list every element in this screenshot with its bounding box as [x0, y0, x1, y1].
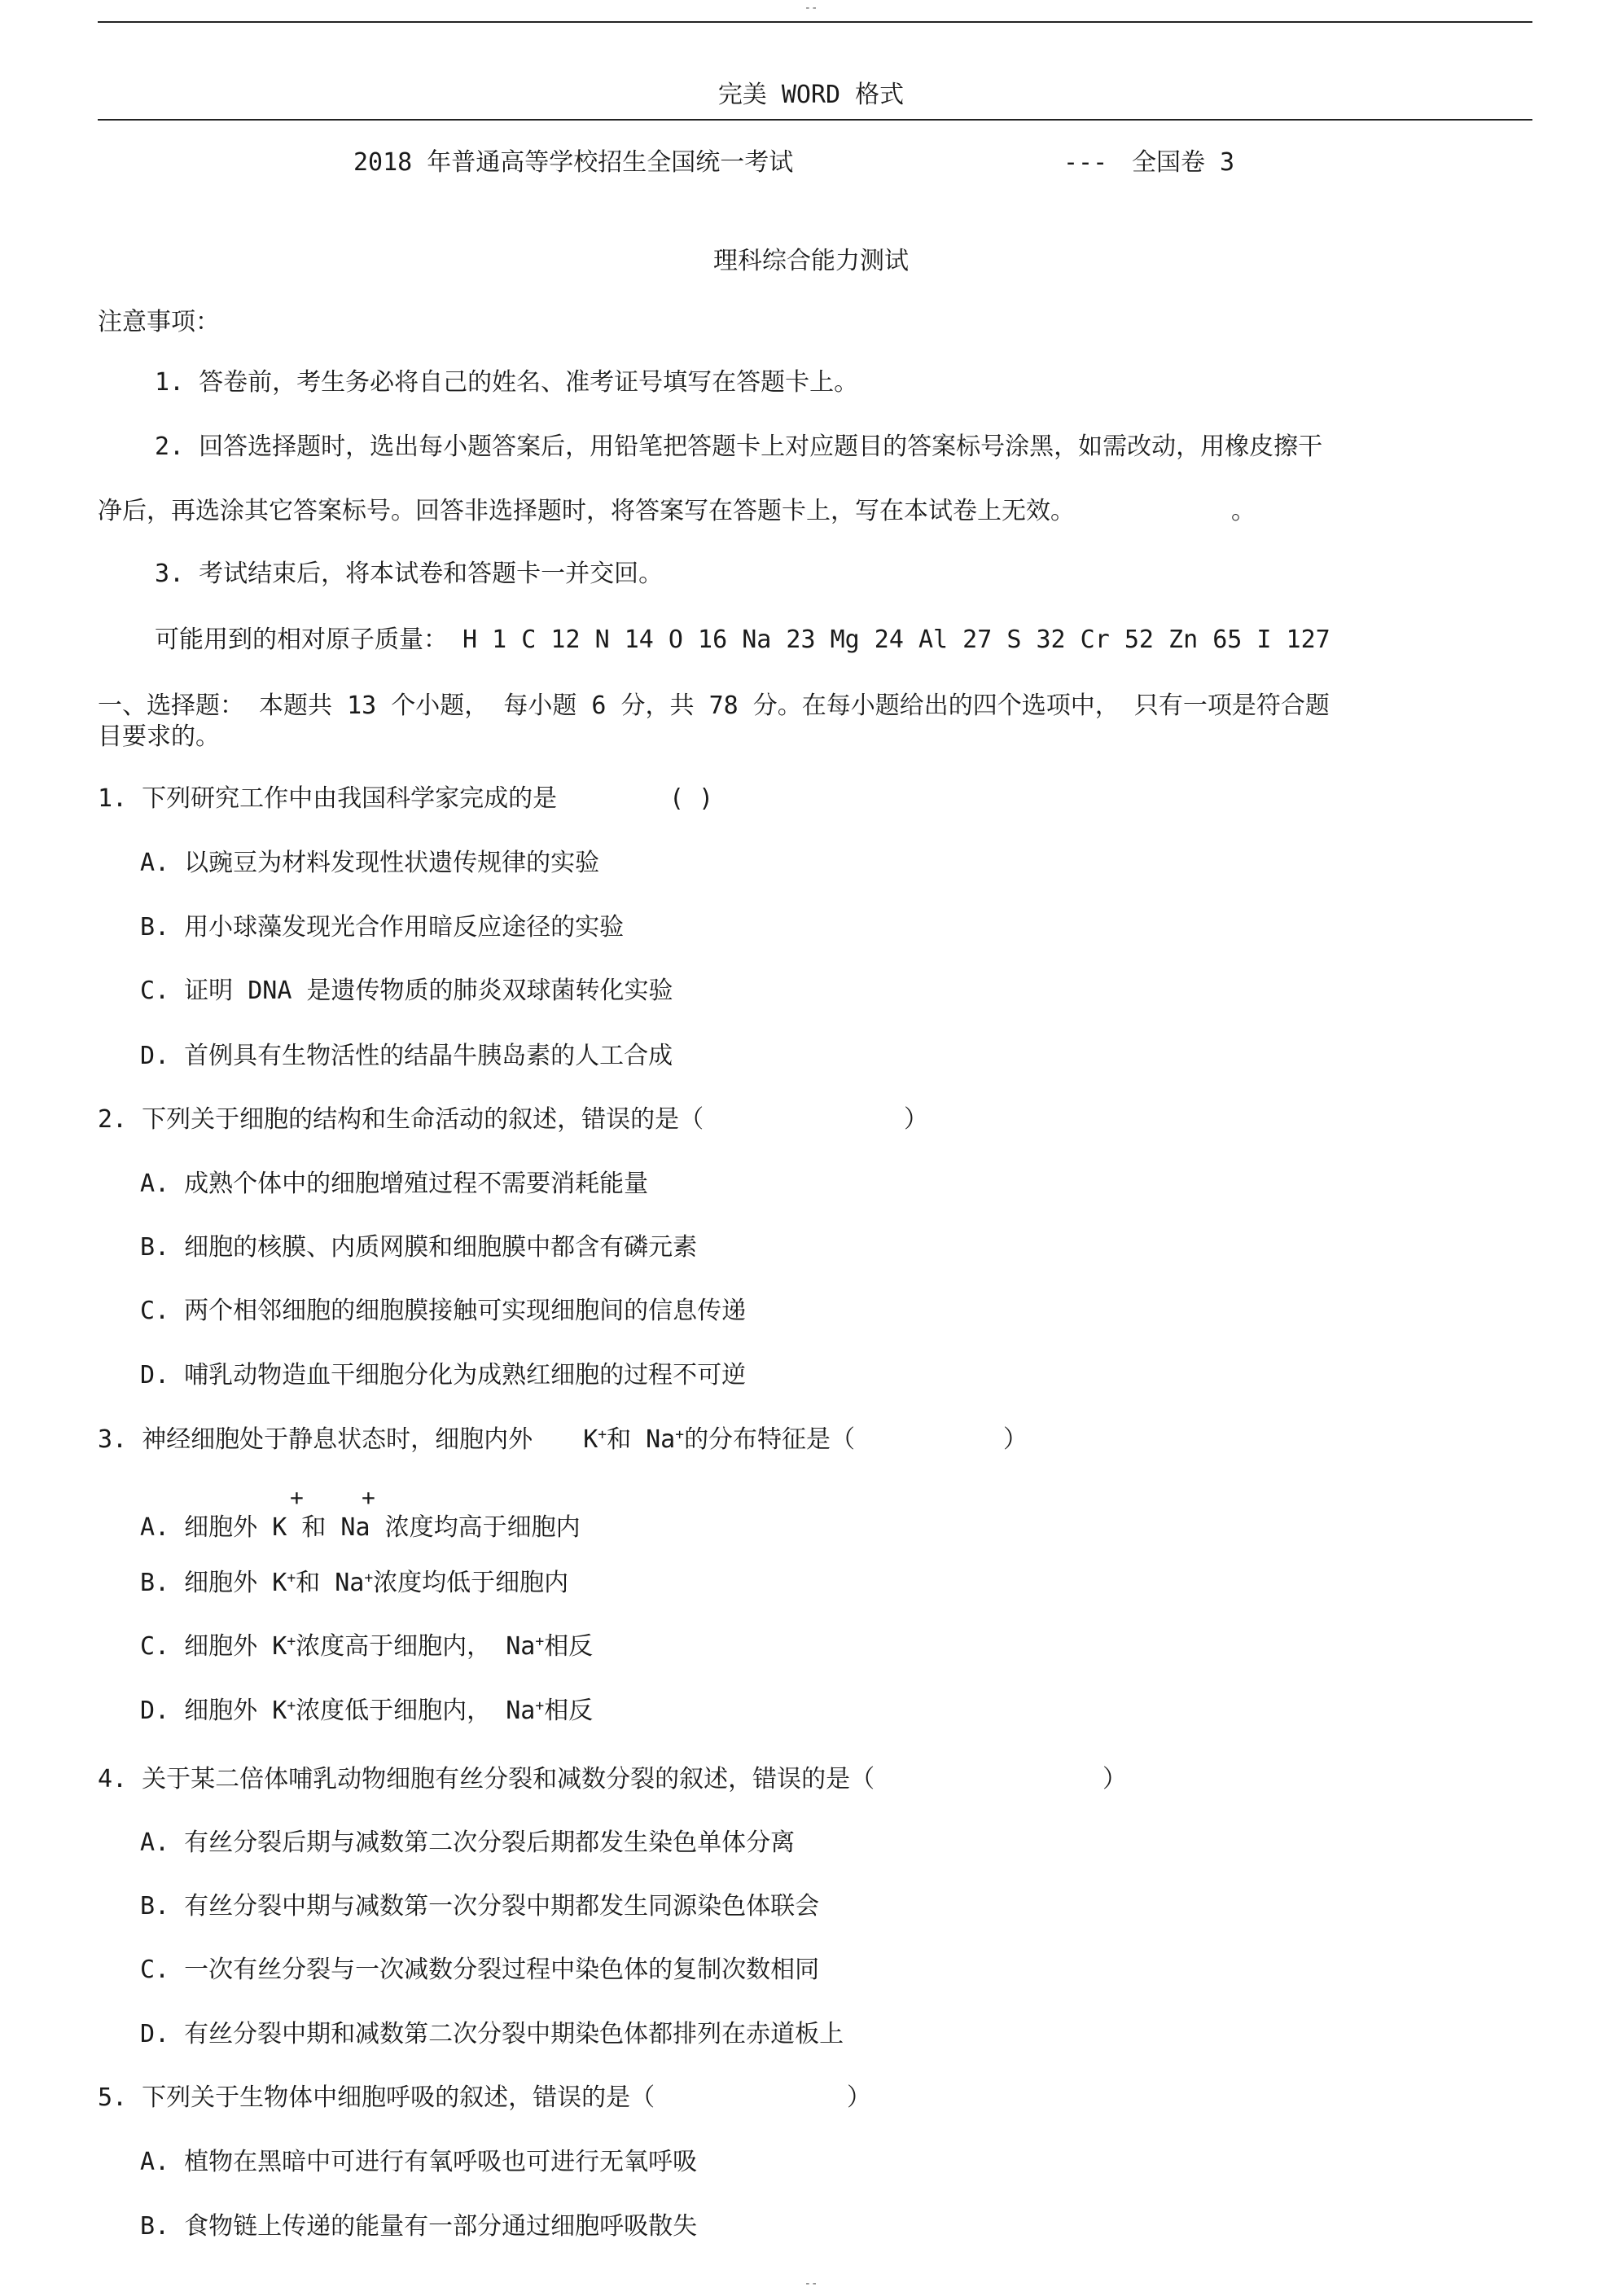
na-ion-charge: +: [675, 1426, 685, 1443]
option-c-middle: 浓度高于细胞内，: [296, 1632, 492, 1661]
question-2-option-b: B. 细胞的核膜、内质网膜和细胞膜中都含有磷元素: [140, 1233, 698, 1262]
question-3-stem-end: 的分布特征是（: [684, 1425, 856, 1454]
notice-item-3: 3. 考试结束后，将本试卷和答题卡一并交回。: [155, 560, 664, 588]
question-1-option-b: B. 用小球藻发现光合作用暗反应途径的实验: [140, 913, 625, 942]
notice-heading: 注意事项：: [98, 308, 220, 336]
option-d-na-charge: +: [535, 1697, 545, 1714]
question-3-answer-blank: ）: [1003, 1425, 1028, 1454]
option-c-suffix: 相反: [544, 1632, 594, 1661]
question-3-and: 和: [607, 1425, 632, 1454]
notice-item-2-cont: 净后，再选涂其它答案标号。回答非选择题时，将答案写在答题卡上，写在本试卷上无效。: [98, 497, 1075, 525]
question-2-stem: 2. 下列关于细胞的结构和生命活动的叙述，错误的是（: [98, 1105, 704, 1134]
question-1-option-c: C. 证明 DNA 是遗传物质的肺炎双球菌转化实验: [140, 977, 673, 1005]
question-1-option-a: A. 以豌豆为材料发现性状遗传规律的实验: [140, 849, 600, 877]
section-heading: 一、选择题： 本题共 13 个小题， 每小题 6 分，共 78 分。在每小题给出的四个选项中， 只有一项是符合题: [98, 691, 1330, 720]
option-a-na-charge: +: [362, 1484, 375, 1511]
option-d-k-charge: +: [287, 1697, 296, 1714]
option-b-and: 和: [296, 1569, 321, 1597]
top-page-mark: --: [804, 2, 818, 15]
question-2-option-c: C. 两个相邻细胞的细胞膜接触可实现细胞间的信息传递: [140, 1297, 747, 1325]
question-3-stem-start: 3. 神经细胞处于静息状态时，细胞内外: [98, 1425, 533, 1454]
section-heading-cont: 目要求的。: [98, 722, 220, 751]
question-4-answer-blank: ）: [1103, 1765, 1127, 1793]
notice-item-2: 2. 回答选择题时，选出每小题答案后，用铅笔把答题卡上对应题目的答案标号涂黑，如需改动，用橡皮擦干: [155, 432, 1323, 461]
question-3-option-b: [140, 1571, 568, 1596]
question-1-answer-blank: ( ): [669, 784, 714, 813]
option-c-na: Na: [506, 1632, 536, 1661]
title-dash: ---: [1063, 148, 1108, 177]
exam-title: 2018 年普通高等学校招生全国统一考试: [353, 148, 794, 177]
option-d-middle: 浓度低于细胞内，: [296, 1697, 492, 1725]
option-c-na-charge: +: [535, 1633, 545, 1650]
question-3-option-a: A. 细胞外 K 和 Na 浓度均高于细胞内: [140, 1513, 581, 1542]
question-4-option-b: B. 有丝分裂中期与减数第一次分裂中期都发生同源染色体联会: [140, 1892, 820, 1921]
option-a-k-charge: +: [290, 1484, 304, 1511]
top-rule: [98, 21, 1532, 23]
option-c-k: K: [272, 1632, 287, 1661]
question-4-option-d: D. 有丝分裂中期和减数第二次分裂中期染色体都排列在赤道板上: [140, 2020, 844, 2048]
option-d-k: K: [272, 1697, 287, 1725]
option-d-suffix: 相反: [544, 1697, 594, 1725]
k-ion-charge: +: [598, 1426, 607, 1443]
question-3-option-d: [140, 1699, 593, 1723]
question-1-stem: 1. 下列研究工作中由我国科学家完成的是: [98, 784, 558, 813]
option-d-na: Na: [506, 1697, 536, 1725]
na-ion: Na: [646, 1425, 676, 1454]
question-2-option-d: D. 哺乳动物造血干细胞分化为成熟红细胞的过程不可逆: [140, 1361, 747, 1389]
bottom-page-mark: --: [804, 2277, 818, 2290]
question-5-answer-blank: ）: [847, 2083, 871, 2112]
option-b-na: Na: [335, 1569, 365, 1597]
exam-volume: 全国卷 3: [1132, 148, 1235, 177]
question-2-option-a: A. 成熟个体中的细胞增殖过程不需要消耗能量: [140, 1170, 649, 1198]
format-label: 完美 WORD 格式: [717, 81, 905, 109]
header-rule: [98, 119, 1532, 121]
question-5-option-a: A. 植物在黑暗中可进行有氧呼吸也可进行无氧呼吸: [140, 2148, 698, 2176]
question-2-answer-blank: ）: [904, 1105, 928, 1134]
question-5-option-b: B. 食物链上传递的能量有一部分通过细胞呼吸散失: [140, 2212, 698, 2241]
option-b-k-charge: +: [287, 1569, 296, 1587]
question-4-option-a: A. 有丝分裂后期与减数第二次分裂后期都发生染色单体分离: [140, 1828, 796, 1857]
question-3-stem: [98, 1425, 856, 1454]
question-4-option-c: C. 一次有丝分裂与一次减数分裂过程中染色体的复制次数相同: [140, 1956, 820, 1984]
question-5-stem: 5. 下列关于生物体中细胞呼吸的叙述，错误的是（: [98, 2083, 655, 2112]
option-b-na-charge: +: [364, 1569, 374, 1587]
notice-item-2-end: 。: [1231, 497, 1256, 525]
option-c-prefix: C. 细胞外: [140, 1632, 258, 1661]
subject-title: 理科综合能力测试: [713, 247, 909, 275]
notice-item-1: 1. 答卷前，考生务必将自己的姓名、准考证号填写在答题卡上。: [155, 368, 859, 397]
question-4-stem: 4. 关于某二倍体哺乳动物细胞有丝分裂和减数分裂的叙述，错误的是（: [98, 1765, 875, 1793]
atomic-mass-line: 可能用到的相对原子质量： H 1 C 12 N 14 O 16 Na 23 Mg 24 Al 27 S 32 Cr 52 Zn 65 I 127: [155, 626, 1330, 654]
option-c-k-charge: +: [287, 1633, 296, 1650]
option-b-suffix: 浓度均低于细胞内: [373, 1569, 569, 1597]
option-d-prefix: D. 细胞外: [140, 1697, 258, 1725]
question-3-option-c: [140, 1632, 594, 1661]
option-b-k: K: [272, 1569, 287, 1597]
question-1-option-d: D. 首例具有生物活性的结晶牛胰岛素的人工合成: [140, 1042, 673, 1070]
k-ion: K: [583, 1425, 598, 1454]
option-b-prefix: B. 细胞外: [140, 1569, 258, 1597]
